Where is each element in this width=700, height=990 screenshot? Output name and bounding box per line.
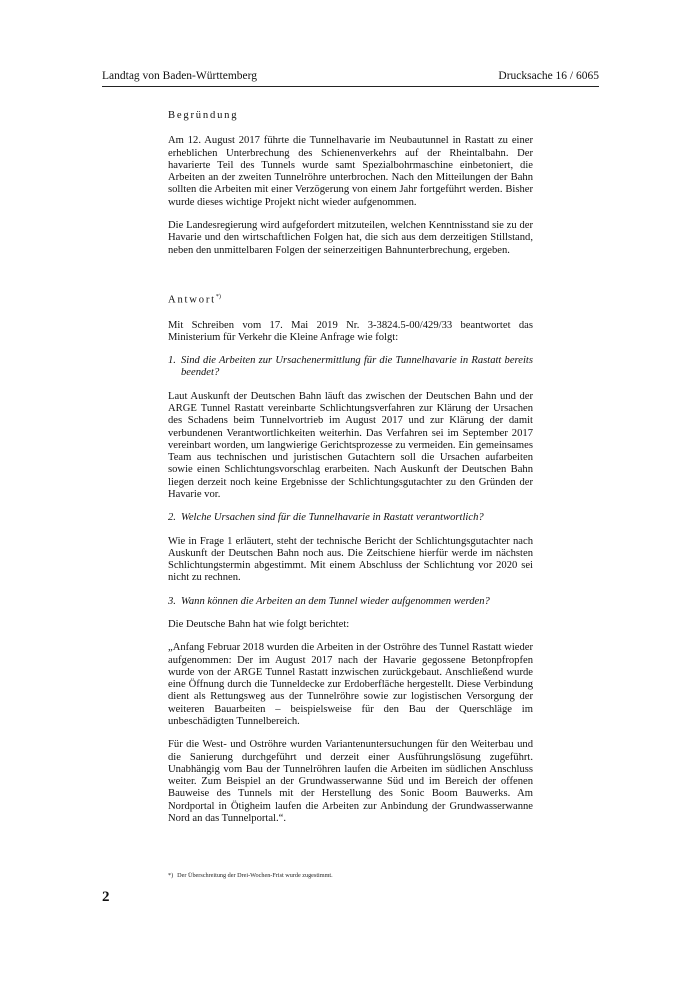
question-1	[168, 355, 533, 380]
question-3-text: Wann können die Arbeiten an dem Tunnel wieder aufgenommen werden?	[181, 595, 490, 607]
page-number: 2	[102, 889, 110, 905]
footnote-mark: *)	[168, 872, 174, 879]
question-2-number: 2.	[168, 512, 176, 524]
question-1-number: 1.	[168, 355, 176, 367]
question-3-number: 3.	[168, 595, 176, 607]
antwort-heading-text: Antwort	[168, 294, 216, 306]
antwort-intro: Mit Schreiben vom 17. Mai 2019 Nr. 3-3824.5-00/429/33 beantwortet das Ministerium für Verkehr die Kleine Anfrage wie folgt:	[168, 319, 533, 343]
antwort-footnote-mark: *)	[215, 293, 221, 300]
question-1-text: Sind die Arbeiten zur Ursachenermittlung für die Tunnelhavarie in Rastatt bereits beendet?	[181, 355, 533, 379]
answer-3-quote-paragraph-1: „Anfang Februar 2018 wurden die Arbeiten in der Oströhre des Tunnel Rastatt wieder aufgenommen: Der im August 2017 nach der Havarie gegossene Betonpfropfen wurde von der ARGE Tunnel Rastatt inzwischen zurückgebaut. Anschließend wurde eine Öffnung durch die Tunneldecke zur Erdoberfläche hergestellt. Diese Verbindung dient als Rettungsweg aus der Tunnelröhre sowie zur logistischen Versorgung der weiteren Bauarbeiten – beispielsweise für den Bau der Querschläge im unbeschädigten Tunnelbereich.	[168, 642, 533, 727]
footnote-text: Der Überschreitung der Drei-Wochen-Frist wurde zugestimmt.	[177, 872, 333, 879]
question-2-text: Welche Ursachen sind für die Tunnelhavarie in Rastatt verantwortlich?	[181, 512, 484, 524]
header-left-title: Landtag von Baden-Württemberg	[102, 70, 257, 82]
answer-1: Laut Auskunft der Deutschen Bahn läuft das zwischen der Deutschen Bahn und der ARGE Tunnel Rastatt vereinbarte Schlichtungsverfahren zur Klärung der Ursachen des Schadens beim Tunnelvortrieb im August 2017 und zur Klärung der damit verbundenen Verantwortlichkeiten weiterhin. Das Verfahren sei im September 2017 vereinbart worden, um langwierige Gerichtsprozesse zu vermeiden. Ein gemeinsames Team aus technischen und juristischen Gutachtern soll die Ursachen aufarbeiten sowie einen Schlichtungsvorschlag erarbeiten. Nach Auskunft der Deutschen Bahn liegen derzeit noch keine Ergebnisse der Schlichtungsgutachter zu den Gründen der Havarie vor.	[168, 390, 533, 500]
question-3	[168, 596, 533, 608]
answer-3-intro: Die Deutsche Bahn hat wie folgt berichtet:	[168, 618, 350, 630]
page-header	[102, 70, 599, 87]
begruendung-paragraph-2: Die Landesregierung wird aufgefordert mitzuteilen, welchen Kenntnisstand sie zu der Havarie und den wirtschaftlichen Folgen hat, die sich aus dem derzeitigen Stillstand, neben den unmittelbaren Folgen der seinerzeitigen Bahnunterbrechung, ergeben.	[168, 219, 533, 256]
answer-2: Wie in Frage 1 erläutert, steht der technische Bericht der Schlichtungsgutachter nach Auskunft der Deutschen Bahn noch aus. Die Zeitschiene hierfür werde im nächsten Schlichtungstermin abgestimmt. Mit einem Abschluss der Schlichtung vor 2020 sei nicht zu rechnen.	[168, 535, 533, 584]
begruendung-heading: Begründung	[168, 110, 239, 121]
answer-3-quote-paragraph-2: Für die West- und Oströhre wurden Variantenuntersuchungen für den Weiterbau und die Sanierung durchgeführt und derzeit einer Ausführungslösung zugeführt. Unabhängig vom Bau der Tunnelröhren laufen die Arbeiten im südlichen Anschluss weiter. Zum Beispiel an der Grundwasserwanne Süd und im Bereich der offenen Bauweise des Tunnels mit der Herstellung des Sonic Boom Bauwerks. Am Nordportal in Ötigheim laufen die Arbeiten zur Anbindung der Grundwasserwanne Nord an das Tunnelportal.“.	[168, 739, 533, 824]
antwort-heading	[168, 294, 533, 307]
footnote	[168, 872, 333, 879]
header-document-number: Drucksache 16 / 6065	[498, 70, 599, 82]
begruendung-paragraph-1: Am 12. August 2017 führte die Tunnelhavarie im Neubautunnel in Rastatt zu einer erheblichen Unterbrechung des Schienenverkehrs auf der Rheintalbahn. Der havarierte Teil des Tunnels wurde samt Spezialbohrmaschine einbetoniert, die Arbeiten an der zweiten Tunnelröhre unterbrochen. Nach den Mitteilungen der Bahn sollten die Arbeiten mit einer Verzögerung von einem Jahr fortgeführt werden. Bisher wurde dieses wichtige Projekt nicht wieder aufgenommen.	[168, 135, 533, 208]
question-2	[168, 512, 533, 524]
document-body	[168, 100, 533, 836]
